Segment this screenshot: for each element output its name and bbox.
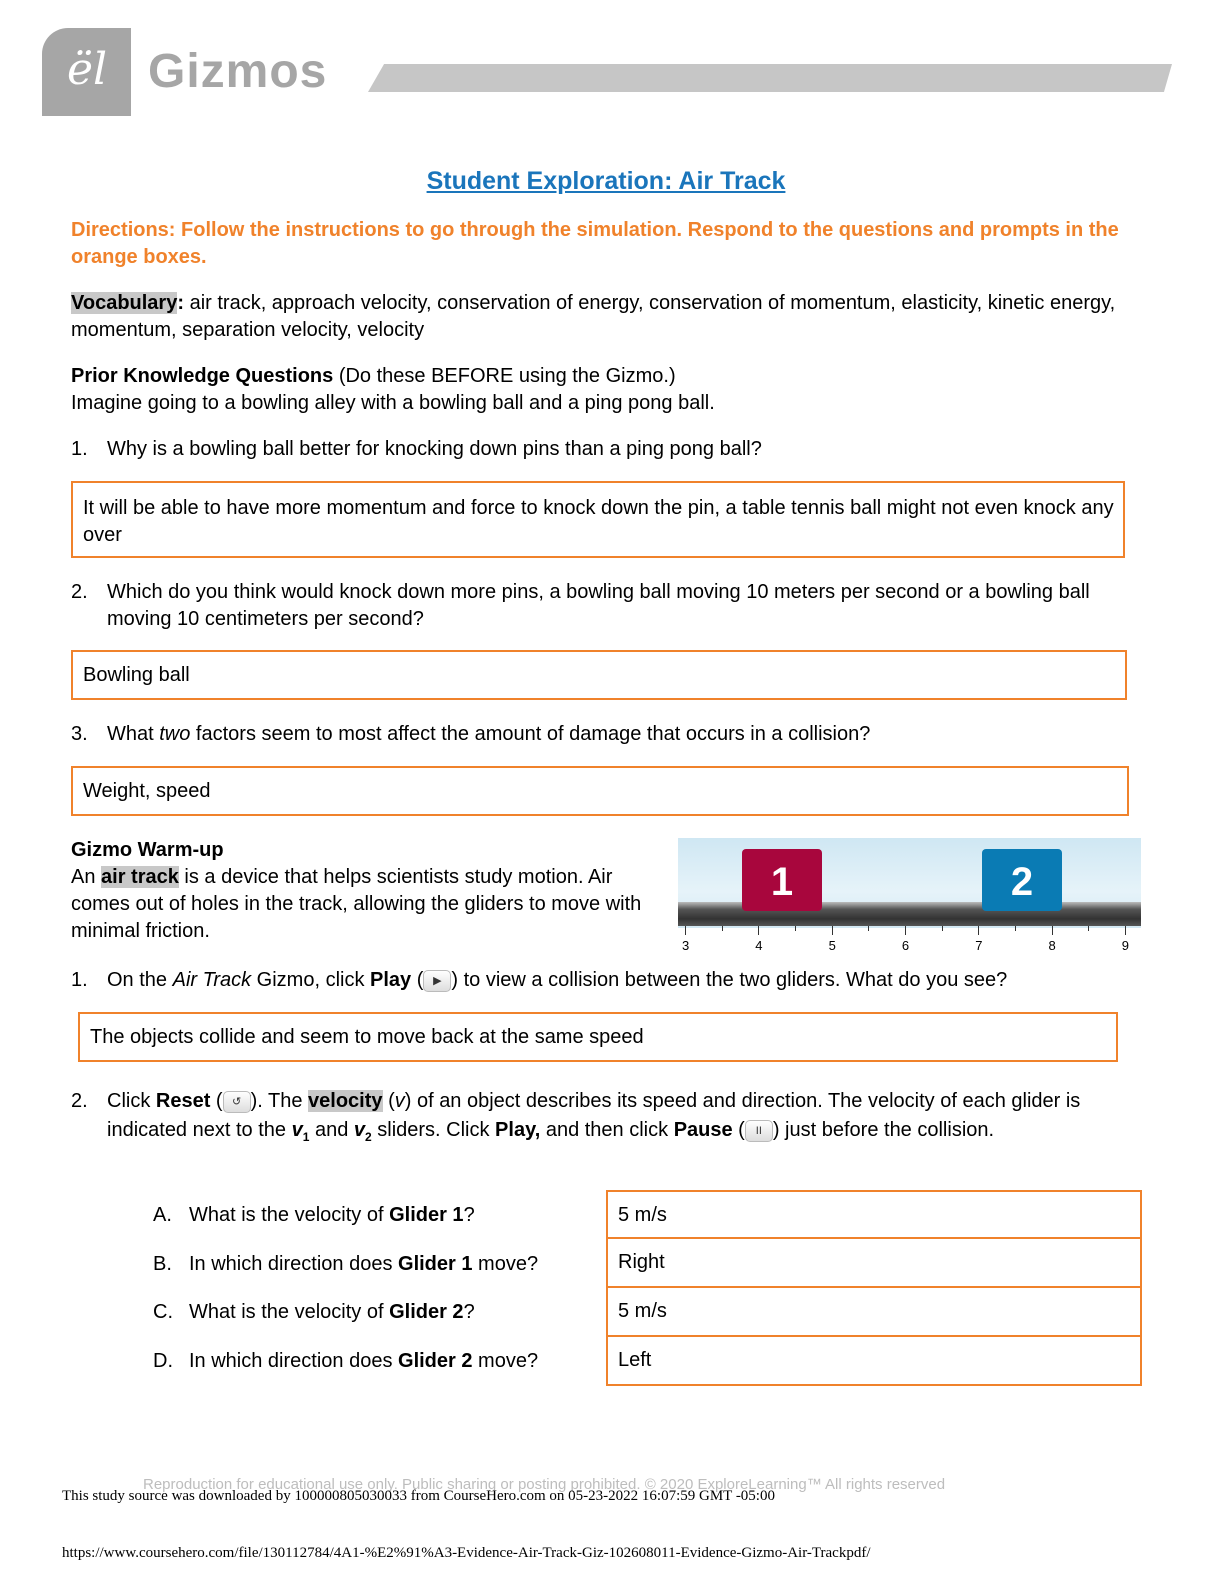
prior-knowledge-heading — [71, 363, 676, 390]
subquestion-glider: Glider 2 — [389, 1301, 464, 1323]
answer-box-prior-1[interactable]: It will be able to have more momentum and force to knock down the pin, a table tennis ball might not even knock any over — [71, 481, 1125, 558]
subquestion-glider: Glider 1 — [398, 1253, 473, 1275]
header-bar — [368, 64, 1172, 92]
question-text: Why is a bowling ball better for knocking down pins than a ping pong ball? — [107, 438, 762, 460]
ruler-tick — [978, 926, 979, 935]
answer-glider-2-direction[interactable]: Left — [606, 1337, 1142, 1386]
subquestion-b — [153, 1253, 538, 1276]
subquestion-letter: D. — [153, 1350, 173, 1372]
subquestion-letter: A. — [153, 1204, 172, 1226]
intro-pre: An — [71, 866, 102, 888]
ruler-tick — [685, 926, 686, 935]
q2-text: ( — [210, 1090, 223, 1112]
q2-text: and — [309, 1119, 354, 1141]
q1-mid: Gizmo, click — [251, 969, 371, 991]
glider-2: 2 — [982, 849, 1062, 911]
q2-text: ( — [732, 1119, 745, 1141]
ruler-minor-tick — [942, 926, 943, 931]
prior-knowledge-title: Prior Knowledge Questions — [71, 365, 334, 387]
subquestion-c — [153, 1301, 475, 1324]
velocity-term: velocity — [308, 1090, 383, 1112]
ruler-tick — [1052, 926, 1053, 935]
q1-play-label: Play — [370, 969, 412, 991]
question-text-pre: What — [107, 723, 160, 745]
vocabulary-list: air track, approach velocity, conservation of energy, conservation of momentum, elasticity, kinetic energy, momentum, separation velocity, velocity — [71, 292, 1116, 341]
download-source-notice: This study source was downloaded by 100000805030033 from CourseHero.com on 05-23-2022 16:07:59 GMT -05:00 — [62, 1488, 775, 1504]
answer-box-prior-3[interactable]: Weight, speed — [71, 766, 1129, 816]
ruler-tick-label: 4 — [755, 938, 763, 953]
question-number: 2. — [71, 581, 88, 603]
answer-box-warmup-1[interactable]: The objects collide and seem to move back at the same speed — [78, 1012, 1118, 1062]
ruler-tick-label: 5 — [828, 938, 836, 953]
brand-name: Gizmos — [148, 45, 328, 98]
warmup-question-2 — [71, 1087, 1151, 1152]
glider-1: 1 — [742, 849, 822, 911]
subquestion-d — [153, 1350, 538, 1373]
question-text-post: factors seem to most affect the amount of damage that occurs in a collision? — [190, 723, 871, 745]
v2-subscript: 2 — [365, 1130, 372, 1144]
pause-icon: II — [745, 1120, 773, 1142]
subquestion-letter: C. — [153, 1301, 173, 1323]
directions-text: Directions: Follow the instructions to go through the simulation. Respond to the questions and prompts in the orange boxes. — [71, 219, 1119, 268]
answer-glider-2-velocity[interactable]: 5 m/s — [606, 1288, 1142, 1337]
ruler-minor-tick — [1088, 926, 1089, 931]
subquestion-text: ? — [463, 1301, 475, 1323]
q2-play-label: Play, — [495, 1119, 541, 1141]
subquestion-letter: B. — [153, 1253, 172, 1275]
page-title: Student Exploration: Air Track — [426, 167, 786, 195]
ruler-minor-tick — [795, 926, 796, 931]
explorelearning-logo-icon: ël — [66, 44, 108, 95]
copyright-notice: Reproduction for educational use only. Public sharing or posting prohibited. © 2020 ExploreLearning™ All rights reserved — [143, 1476, 946, 1493]
ruler-tick — [832, 926, 833, 935]
question-text-emphasis: two — [159, 723, 191, 745]
q2-text: and then click — [540, 1119, 674, 1141]
subquestion-text: What is the velocity of — [189, 1204, 390, 1226]
q2-text: ) just before the collision. — [772, 1119, 995, 1141]
air-track-term: air track — [101, 866, 179, 888]
q1-paren: ( — [411, 969, 424, 991]
ruler-tick — [905, 926, 906, 935]
prior-knowledge-note: (Do these BEFORE using the Gizmo.) — [333, 365, 676, 387]
q2-text: ) of an object describes its speed and direction. The velocity of each glider is indicated next to the — [107, 1090, 1081, 1141]
subquestion-text: In which direction does — [189, 1253, 399, 1275]
source-url[interactable]: https://www.coursehero.com/file/130112784/4A1-%E2%91%A3-Evidence-Air-Track-Giz-102608011-Evidence-Gizmo-Air-Trackpdf/ — [62, 1545, 871, 1561]
question-number: 2. — [71, 1090, 88, 1112]
play-icon: ▶ — [423, 970, 451, 992]
q2-reset-label: Reset — [155, 1090, 211, 1112]
answer-box-prior-2[interactable]: Bowling ball — [71, 650, 1127, 700]
subquestion-text: ? — [463, 1204, 475, 1226]
subquestion-glider: Glider 2 — [398, 1350, 473, 1372]
reset-icon: ↺ — [223, 1091, 251, 1113]
ruler-minor-tick — [868, 926, 869, 931]
subquestion-glider: Glider 1 — [389, 1204, 464, 1226]
q1-post: ) to view a collision between the two gliders. What do you see? — [451, 969, 1008, 991]
answer-glider-1-direction[interactable]: Right — [606, 1239, 1142, 1288]
prior-knowledge-intro: Imagine going to a bowling alley with a bowling ball and a ping pong ball. — [71, 392, 715, 414]
intro-post: is a device that helps scientists study motion. Air comes out of holes in the track, allowing the gliders to move with minimal friction. — [71, 866, 642, 942]
prior-question-2 — [71, 579, 1151, 633]
ruler-tick-label: 6 — [901, 938, 910, 953]
answer-glider-1-velocity[interactable]: 5 m/s — [606, 1190, 1142, 1239]
q1-pre: On the — [107, 969, 173, 991]
q2-text: ( — [382, 1090, 395, 1112]
ruler-minor-tick — [1015, 926, 1016, 931]
question-number: 3. — [71, 723, 88, 745]
question-text: Which do you think would knock down more pins, a bowling ball moving 10 meters per second or a bowling ball moving 10 centimeters per second? — [107, 581, 1090, 630]
subquestion-a — [153, 1204, 475, 1227]
q2-text: ). The — [250, 1090, 309, 1112]
vocabulary-label: Vocabulary — [71, 292, 178, 314]
v-symbol: v — [394, 1090, 405, 1112]
subquestion-text: In which direction does — [189, 1350, 399, 1372]
prior-question-3 — [71, 721, 870, 748]
v1-subscript: 1 — [302, 1130, 310, 1144]
v1-symbol: v — [291, 1119, 303, 1141]
v2-symbol: v — [353, 1119, 365, 1141]
prior-question-1 — [71, 436, 762, 463]
ruler-tick-label: 7 — [975, 938, 983, 953]
warmup-intro — [71, 864, 666, 945]
subquestion-text: move? — [472, 1253, 539, 1275]
ruler-tick-label: 9 — [1121, 938, 1130, 953]
vocabulary-paragraph — [71, 290, 1151, 344]
ruler-minor-tick — [722, 926, 723, 931]
answer-table — [606, 1190, 1142, 1386]
q1-gizmo-name: Air Track — [172, 969, 252, 991]
ruler-tick — [1125, 926, 1126, 935]
ruler-tick-label: 3 — [682, 938, 690, 953]
subquestion-text: move? — [472, 1350, 539, 1372]
q2-text: sliders. Click — [371, 1119, 496, 1141]
subquestion-text: What is the velocity of — [189, 1301, 390, 1323]
vocabulary-colon: : — [177, 292, 185, 314]
ruler-tick — [758, 926, 759, 935]
ruler-tick-label: 8 — [1048, 938, 1056, 953]
warmup-title: Gizmo Warm-up — [71, 839, 224, 861]
q2-pause-label: Pause — [673, 1119, 733, 1141]
question-number: 1. — [71, 438, 88, 460]
warmup-heading — [71, 837, 224, 864]
question-number: 1. — [71, 969, 88, 991]
q2-text: Click — [107, 1090, 156, 1112]
warmup-question-1 — [71, 967, 1007, 994]
